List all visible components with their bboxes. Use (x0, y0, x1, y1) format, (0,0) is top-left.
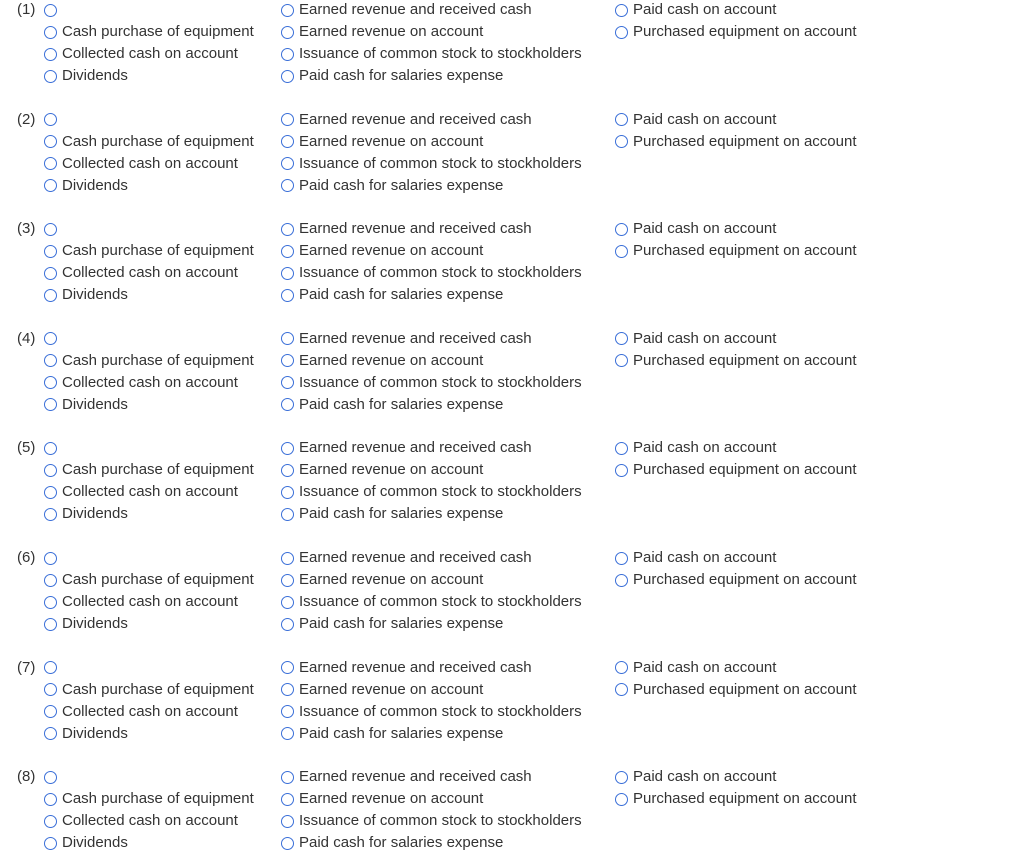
question-number: (6) (17, 549, 36, 566)
option-column1-3[interactable] (44, 43, 254, 65)
option-label: Collected cash on account (62, 483, 238, 501)
radio-button[interactable] (615, 223, 628, 236)
option-label: Paid cash on account (633, 110, 777, 128)
options-column1 (44, 109, 254, 197)
option-label: Earned revenue and received cash (299, 1, 532, 18)
option-column1-1[interactable] (44, 437, 254, 459)
option-column2-4[interactable] (281, 613, 582, 635)
option-column2-3[interactable] (281, 481, 582, 503)
option-column2-2[interactable] (281, 350, 582, 372)
option-label: Paid cash on account (633, 439, 777, 457)
option-column2-3[interactable] (281, 701, 582, 723)
options-column1 (44, 766, 254, 850)
option-label: Earned revenue on account (299, 461, 484, 479)
radio-button[interactable] (44, 4, 57, 17)
radio-button[interactable] (44, 705, 57, 718)
option-label: Cash purchase of equipment (62, 571, 254, 588)
options-column2 (281, 657, 582, 745)
option-column1-4[interactable] (44, 175, 254, 197)
question-5 (0, 437, 1024, 525)
radio-button[interactable] (281, 113, 294, 126)
radio-button[interactable] (281, 179, 294, 192)
option-label: Cash purchase of equipment (62, 23, 254, 40)
option-column1-2[interactable] (44, 569, 254, 591)
option-column1-1[interactable] (44, 657, 254, 679)
options-column3 (615, 328, 856, 372)
option-column3-1[interactable] (615, 0, 856, 21)
radio-button[interactable] (281, 508, 294, 521)
radio-button[interactable] (44, 486, 57, 499)
radio-button[interactable] (44, 135, 57, 148)
option-column2-1[interactable] (281, 0, 582, 21)
question-number: (2) (17, 110, 36, 128)
radio-button[interactable] (44, 837, 57, 850)
option-label: Paid cash for salaries expense (299, 176, 504, 194)
option-column2-3[interactable] (281, 262, 582, 284)
option-label: Earned revenue on account (299, 132, 484, 150)
radio-button[interactable] (281, 486, 294, 499)
option-label: Cash purchase of equipment (62, 351, 254, 369)
option-column1-3[interactable] (44, 591, 254, 613)
radio-button[interactable] (615, 26, 628, 39)
option-label: Collected cash on account (62, 264, 238, 282)
option-label: Earned revenue and received cash (299, 110, 532, 128)
options-column3 (615, 766, 856, 810)
option-label: Cash purchase of equipment (62, 461, 254, 479)
option-column3-1[interactable] (615, 657, 856, 679)
option-column1-1[interactable] (44, 547, 254, 569)
option-column2-1[interactable] (281, 328, 582, 350)
radio-button[interactable] (615, 135, 628, 148)
radio-button[interactable] (281, 793, 294, 806)
options-column3 (615, 547, 856, 591)
option-label: Purchased equipment on account (633, 351, 857, 369)
option-label: Purchased equipment on account (633, 571, 857, 588)
radio-button[interactable] (615, 793, 628, 806)
options-column2 (281, 0, 582, 87)
options-column2 (281, 109, 582, 197)
option-label: Paid cash on account (633, 549, 777, 566)
option-column3-2[interactable] (615, 131, 856, 153)
question-6 (0, 547, 1024, 635)
option-label: Issuance of common stock to stockholders (299, 483, 582, 501)
radio-button[interactable] (281, 354, 294, 367)
option-column1-1[interactable] (44, 766, 254, 788)
option-label: Paid cash on account (633, 658, 777, 676)
option-label: Issuance of common stock to stockholders (299, 154, 582, 172)
radio-button[interactable] (615, 661, 628, 674)
radio-button[interactable] (281, 157, 294, 170)
question-4 (0, 328, 1024, 416)
options-column2 (281, 547, 582, 635)
options-column2 (281, 218, 582, 306)
option-label: Dividends (62, 615, 128, 632)
radio-button[interactable] (281, 705, 294, 718)
option-column1-2[interactable] (44, 459, 254, 481)
radio-button[interactable] (281, 26, 294, 39)
option-label: Issuance of common stock to stockholders (299, 373, 582, 391)
radio-button[interactable] (615, 683, 628, 696)
option-column1-1[interactable] (44, 109, 254, 131)
radio-button[interactable] (281, 289, 294, 302)
option-column1-2[interactable] (44, 350, 254, 372)
option-column2-2[interactable] (281, 459, 582, 481)
option-column1-4[interactable] (44, 284, 254, 306)
radio-button[interactable] (281, 837, 294, 850)
question-8 (0, 766, 1024, 850)
radio-button[interactable] (44, 376, 57, 389)
options-column3 (615, 109, 856, 153)
radio-button[interactable] (615, 574, 628, 587)
option-column2-2[interactable] (281, 240, 582, 262)
option-label: Dividends (62, 505, 128, 523)
radio-button[interactable] (44, 332, 57, 345)
option-label: Issuance of common stock to stockholders (299, 45, 582, 62)
option-column3-2[interactable] (615, 350, 856, 372)
option-column1-2[interactable] (44, 240, 254, 262)
radio-button[interactable] (281, 48, 294, 61)
radio-button[interactable] (615, 442, 628, 455)
radio-button[interactable] (44, 771, 57, 784)
option-column1-2[interactable] (44, 21, 254, 43)
option-column2-4[interactable] (281, 723, 582, 745)
option-column3-2[interactable] (615, 569, 856, 591)
radio-button[interactable] (615, 464, 628, 477)
option-label: Issuance of common stock to stockholders (299, 264, 582, 282)
option-column3-2[interactable] (615, 21, 856, 43)
option-column1-3[interactable] (44, 372, 254, 394)
radio-button[interactable] (281, 332, 294, 345)
options-column2 (281, 766, 582, 850)
options-column1 (44, 657, 254, 745)
option-column2-1[interactable] (281, 766, 582, 788)
options-column3 (615, 657, 856, 701)
option-label: Cash purchase of equipment (62, 242, 254, 260)
radio-button[interactable] (44, 552, 57, 565)
option-label: Collected cash on account (62, 373, 238, 391)
radio-button[interactable] (44, 26, 57, 39)
option-label: Purchased equipment on account (633, 790, 857, 808)
option-column3-2[interactable] (615, 459, 856, 481)
option-column2-4[interactable] (281, 65, 582, 87)
question-number: (3) (17, 220, 36, 238)
option-column2-2[interactable] (281, 569, 582, 591)
option-label: Collected cash on account (62, 702, 238, 720)
option-label: Paid cash for salaries expense (299, 505, 504, 523)
option-label: Cash purchase of equipment (62, 132, 254, 150)
radio-button[interactable] (44, 70, 57, 83)
option-column2-1[interactable] (281, 437, 582, 459)
question-7 (0, 657, 1024, 745)
option-column1-4[interactable] (44, 503, 254, 525)
radio-button[interactable] (615, 354, 628, 367)
option-label: Dividends (62, 724, 128, 742)
radio-button[interactable] (281, 70, 294, 83)
option-column2-2[interactable] (281, 131, 582, 153)
option-label: Earned revenue and received cash (299, 439, 532, 457)
option-label: Purchased equipment on account (633, 461, 857, 479)
option-label: Earned revenue on account (299, 242, 484, 260)
option-label: Paid cash for salaries expense (299, 615, 504, 632)
radio-button[interactable] (615, 113, 628, 126)
radio-button[interactable] (281, 596, 294, 609)
options-column3 (615, 437, 856, 481)
option-label: Paid cash for salaries expense (299, 395, 504, 413)
option-label: Dividends (62, 395, 128, 413)
radio-button[interactable] (281, 771, 294, 784)
option-label: Dividends (62, 67, 128, 84)
question-number: (4) (17, 329, 36, 347)
option-column1-3[interactable] (44, 810, 254, 832)
option-column2-3[interactable] (281, 372, 582, 394)
option-label: Paid cash for salaries expense (299, 286, 504, 304)
radio-button[interactable] (281, 442, 294, 455)
option-label: Dividends (62, 286, 128, 304)
option-label: Paid cash on account (633, 1, 777, 18)
question-number: (8) (17, 768, 36, 786)
option-label: Paid cash for salaries expense (299, 724, 504, 742)
radio-button[interactable] (281, 683, 294, 696)
option-label: Purchased equipment on account (633, 680, 857, 698)
radio-button[interactable] (44, 464, 57, 477)
option-label: Earned revenue on account (299, 571, 484, 588)
option-column1-3[interactable] (44, 153, 254, 175)
radio-button[interactable] (615, 332, 628, 345)
radio-button[interactable] (44, 245, 57, 258)
option-label: Collected cash on account (62, 812, 238, 830)
radio-button[interactable] (44, 508, 57, 521)
option-column3-2[interactable] (615, 788, 856, 810)
radio-button[interactable] (44, 815, 57, 828)
options-column1 (44, 437, 254, 525)
option-label: Cash purchase of equipment (62, 680, 254, 698)
radio-button[interactable] (44, 793, 57, 806)
radio-button[interactable] (44, 289, 57, 302)
options-column1 (44, 547, 254, 635)
option-column1-1[interactable] (44, 0, 254, 21)
radio-button[interactable] (281, 464, 294, 477)
option-label: Cash purchase of equipment (62, 790, 254, 808)
option-column3-2[interactable] (615, 679, 856, 701)
option-label: Earned revenue on account (299, 790, 484, 808)
option-column3-1[interactable] (615, 328, 856, 350)
radio-button[interactable] (615, 4, 628, 17)
option-label: Paid cash on account (633, 329, 777, 347)
radio-button[interactable] (615, 245, 628, 258)
radio-button[interactable] (44, 618, 57, 631)
radio-button[interactable] (44, 267, 57, 280)
option-label: Earned revenue on account (299, 351, 484, 369)
radio-button[interactable] (615, 552, 628, 565)
radio-button[interactable] (281, 376, 294, 389)
option-column2-3[interactable] (281, 153, 582, 175)
radio-button[interactable] (44, 179, 57, 192)
question-number: (1) (17, 1, 36, 18)
option-column2-4[interactable] (281, 175, 582, 197)
option-column1-2[interactable] (44, 788, 254, 810)
option-label: Paid cash for salaries expense (299, 67, 504, 84)
radio-button[interactable] (44, 48, 57, 61)
option-label: Collected cash on account (62, 45, 238, 62)
options-column2 (281, 328, 582, 416)
option-column2-4[interactable] (281, 394, 582, 416)
option-column1-3[interactable] (44, 481, 254, 503)
option-column1-2[interactable] (44, 131, 254, 153)
option-column1-4[interactable] (44, 65, 254, 87)
option-column1-3[interactable] (44, 262, 254, 284)
option-label: Paid cash on account (633, 768, 777, 786)
option-column2-1[interactable] (281, 547, 582, 569)
options-column1 (44, 328, 254, 416)
option-column2-3[interactable] (281, 591, 582, 613)
option-column2-1[interactable] (281, 657, 582, 679)
radio-button[interactable] (281, 618, 294, 631)
option-column3-1[interactable] (615, 766, 856, 788)
options-column1 (44, 0, 254, 87)
question-2 (0, 109, 1024, 197)
option-label: Collected cash on account (62, 154, 238, 172)
option-label: Collected cash on account (62, 593, 238, 610)
radio-button[interactable] (44, 683, 57, 696)
option-column2-3[interactable] (281, 810, 582, 832)
radio-button[interactable] (44, 398, 57, 411)
option-label: Earned revenue on account (299, 680, 484, 698)
option-label: Earned revenue and received cash (299, 768, 532, 786)
option-label: Purchased equipment on account (633, 242, 857, 260)
option-column3-1[interactable] (615, 547, 856, 569)
option-column1-4[interactable] (44, 832, 254, 850)
radio-button[interactable] (281, 4, 294, 17)
question-number: (7) (17, 658, 36, 676)
option-column1-1[interactable] (44, 218, 254, 240)
radio-button[interactable] (281, 727, 294, 740)
options-column2 (281, 437, 582, 525)
radio-button[interactable] (281, 135, 294, 148)
option-column3-2[interactable] (615, 240, 856, 262)
radio-button[interactable] (44, 113, 57, 126)
option-label: Dividends (62, 834, 128, 850)
option-label: Earned revenue and received cash (299, 329, 532, 347)
question-3 (0, 218, 1024, 306)
radio-button[interactable] (615, 771, 628, 784)
option-column2-3[interactable] (281, 43, 582, 65)
radio-button[interactable] (44, 442, 57, 455)
option-column2-2[interactable] (281, 21, 582, 43)
option-label: Issuance of common stock to stockholders (299, 702, 582, 720)
radio-button[interactable] (281, 574, 294, 587)
option-column2-1[interactable] (281, 109, 582, 131)
radio-button[interactable] (44, 157, 57, 170)
option-label: Dividends (62, 176, 128, 194)
option-label: Earned revenue and received cash (299, 549, 532, 566)
radio-button[interactable] (281, 661, 294, 674)
radio-button[interactable] (281, 398, 294, 411)
options-column1 (44, 218, 254, 306)
option-column1-1[interactable] (44, 328, 254, 350)
option-label: Earned revenue on account (299, 23, 484, 40)
radio-button[interactable] (44, 223, 57, 236)
option-column1-4[interactable] (44, 723, 254, 745)
radio-button[interactable] (281, 223, 294, 236)
option-column3-1[interactable] (615, 437, 856, 459)
question-number: (5) (17, 439, 36, 457)
option-label: Earned revenue and received cash (299, 658, 532, 676)
radio-button[interactable] (44, 574, 57, 587)
option-label: Issuance of common stock to stockholders (299, 812, 582, 830)
option-label: Issuance of common stock to stockholders (299, 593, 582, 610)
option-column1-2[interactable] (44, 679, 254, 701)
radio-button[interactable] (281, 267, 294, 280)
radio-button[interactable] (44, 727, 57, 740)
radio-button[interactable] (44, 596, 57, 609)
radio-button[interactable] (281, 552, 294, 565)
option-label: Paid cash for salaries expense (299, 834, 504, 850)
option-column3-1[interactable] (615, 109, 856, 131)
radio-button[interactable] (44, 354, 57, 367)
option-label: Paid cash on account (633, 220, 777, 238)
option-column2-2[interactable] (281, 679, 582, 701)
radio-button[interactable] (281, 815, 294, 828)
option-column2-4[interactable] (281, 832, 582, 850)
option-column1-3[interactable] (44, 701, 254, 723)
option-column2-2[interactable] (281, 788, 582, 810)
radio-button[interactable] (44, 661, 57, 674)
option-column1-4[interactable] (44, 613, 254, 635)
option-label: Purchased equipment on account (633, 132, 857, 150)
options-column3 (615, 218, 856, 262)
radio-button[interactable] (281, 245, 294, 258)
option-column2-4[interactable] (281, 503, 582, 525)
option-column2-1[interactable] (281, 218, 582, 240)
options-column3 (615, 0, 856, 43)
option-column3-1[interactable] (615, 218, 856, 240)
option-column1-4[interactable] (44, 394, 254, 416)
question-1 (0, 0, 1024, 87)
option-label: Purchased equipment on account (633, 23, 857, 40)
option-column2-4[interactable] (281, 284, 582, 306)
option-label: Earned revenue and received cash (299, 220, 532, 238)
